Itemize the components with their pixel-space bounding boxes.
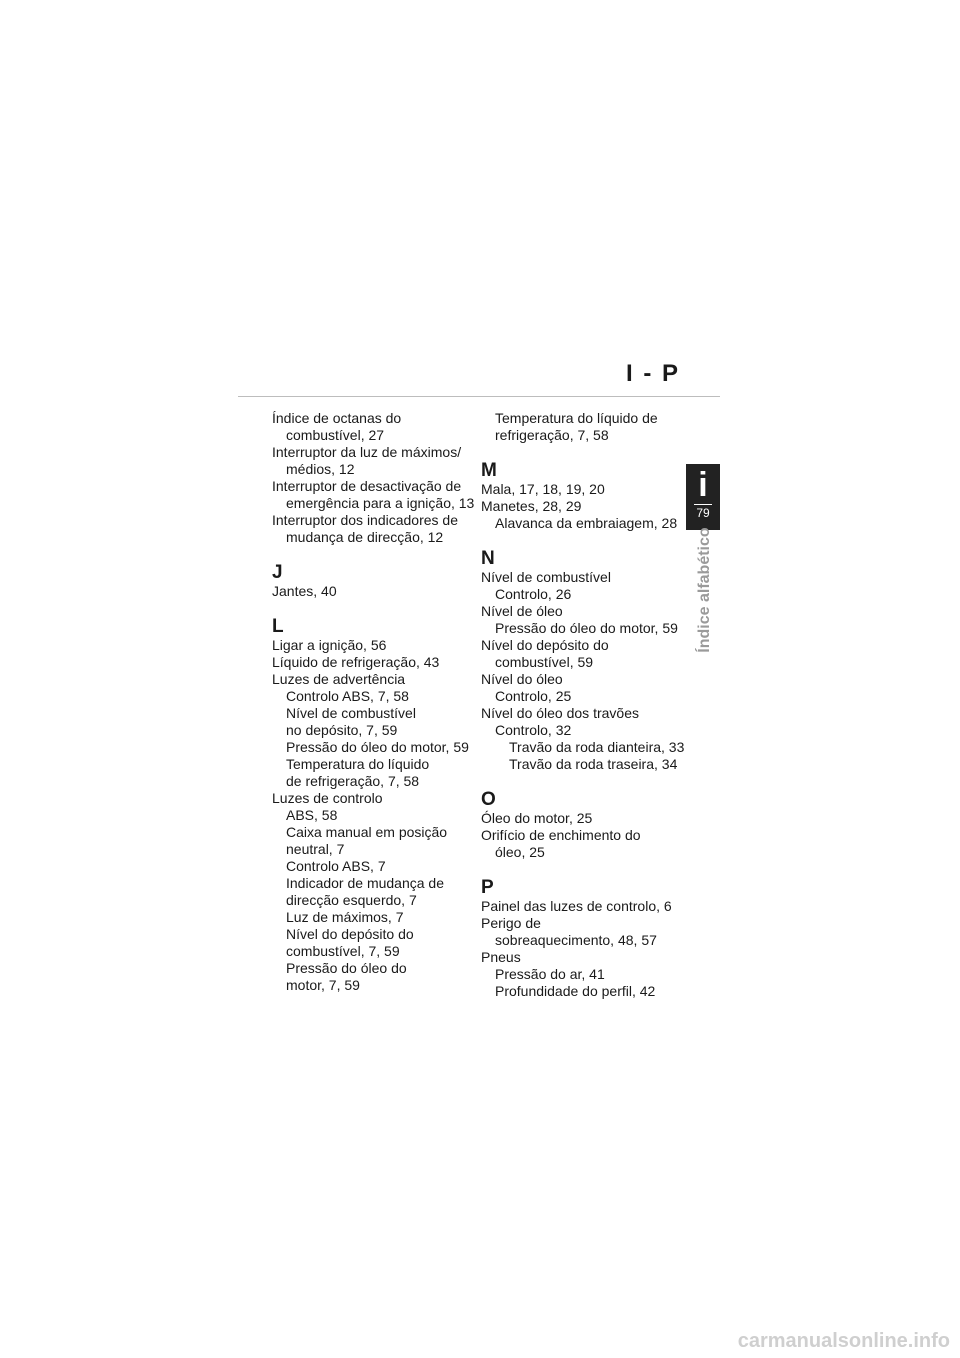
index-entry: Índice de octanas do — [272, 410, 402, 426]
index-subentry: Pressão do óleo do motor, 59 — [286, 739, 469, 755]
index-subentry: combustível, 59 — [495, 654, 594, 670]
index-subentry: motor, 7, 59 — [286, 977, 360, 993]
index-entry: Nível do óleo dos travões — [481, 705, 639, 721]
index-entry: Orifício de enchimento do — [481, 827, 641, 843]
index-letter-heading: M — [481, 460, 497, 481]
index-letter-heading: N — [481, 548, 495, 569]
index-subentry: neutral, 7 — [286, 841, 345, 857]
section-vertical-label: Índice alfabético — [696, 527, 713, 653]
index-subentry: Nível de combustível — [286, 705, 416, 721]
index-subentry: Profundidade do perfil, 42 — [495, 983, 656, 999]
index-subentry: combustível, 27 — [286, 427, 385, 443]
page-number: 79 — [696, 506, 710, 520]
index-subentry: Controlo ABS, 7 — [286, 858, 386, 874]
index-subentry: direcção esquerdo, 7 — [286, 892, 417, 908]
index-entry: Nível de óleo — [481, 603, 563, 619]
index-letter-heading: L — [272, 616, 284, 637]
index-subentry: Pressão do ar, 41 — [495, 966, 605, 982]
index-subentry: de refrigeração, 7, 58 — [286, 773, 420, 789]
index-subentry: no depósito, 7, 59 — [286, 722, 398, 738]
index-entry: Óleo do motor, 25 — [481, 810, 593, 826]
index-subentry: Controlo, 25 — [495, 688, 572, 704]
index-subentry: Nível do depósito do — [286, 926, 414, 942]
index-subentry: Controlo, 26 — [495, 586, 572, 602]
index-entry: Luzes de controlo — [272, 790, 383, 806]
index-entry: Nível de combustível — [481, 569, 611, 585]
index-subentry: Caixa manual em posição — [286, 824, 448, 840]
index-column-right — [481, 410, 686, 1000]
index-entry: Painel das luzes de controlo, 6 — [481, 898, 672, 914]
index-entry: Perigo de — [481, 915, 541, 931]
index-entry: Jantes, 40 — [272, 583, 337, 599]
index-entry: Interruptor de desactivação de — [272, 478, 462, 494]
index-subentry: óleo, 25 — [495, 844, 545, 860]
index-subentry: Pressão do óleo do motor, 59 — [495, 620, 678, 636]
header-divider — [238, 396, 720, 397]
index-subentry: refrigeração, 7, 58 — [495, 427, 609, 443]
index-entry: Mala, 17, 18, 19, 20 — [481, 481, 605, 497]
index-subentry: Alavanca da embraiagem, 28 — [495, 515, 678, 531]
index-entry: Ligar a ignição, 56 — [272, 637, 387, 653]
index-subentry: ABS, 58 — [286, 807, 338, 823]
index-entry: Manetes, 28, 29 — [481, 498, 582, 514]
page-header-title: I - P — [625, 360, 680, 387]
index-subentry: Controlo ABS, 7, 58 — [286, 688, 409, 704]
index-entry: Nível do óleo — [481, 671, 563, 687]
index-subentry: Temperatura do líquido de — [495, 410, 658, 426]
index-column-left — [272, 410, 477, 994]
index-subentry: Travão da roda dianteira, 33 — [509, 739, 685, 755]
section-tab-letter: i — [698, 466, 708, 504]
index-subentry: mudança de direcção, 12 — [286, 529, 444, 545]
index-entry: Líquido de refrigeração, 43 — [272, 654, 440, 670]
index-subentry: Temperatura do líquido — [286, 756, 430, 772]
index-subentry: sobreaquecimento, 48, 57 — [495, 932, 657, 948]
index-subentry: combustível, 7, 59 — [286, 943, 400, 959]
index-subentry: Indicador de mudança de — [286, 875, 444, 891]
index-entry: Interruptor da luz de máximos/ — [272, 444, 462, 460]
index-letter-heading: O — [481, 789, 496, 810]
index-letter-heading: J — [272, 562, 283, 583]
index-subentry: Luz de máximos, 7 — [286, 909, 404, 925]
index-entry: Nível do depósito do — [481, 637, 609, 653]
index-letter-heading: P — [481, 877, 494, 898]
index-entry: Interruptor dos indicadores de — [272, 512, 458, 528]
index-subentry: médios, 12 — [286, 461, 355, 477]
index-subentry: emergência para a ignição, 13 — [286, 495, 475, 511]
index-subentry: Pressão do óleo do — [286, 960, 407, 976]
watermark: carmanualsonline.info — [737, 1330, 950, 1352]
index-entry: Pneus — [481, 949, 521, 965]
index-subentry: Controlo, 32 — [495, 722, 572, 738]
index-entry: Luzes de advertência — [272, 671, 406, 687]
index-subentry: Travão da roda traseira, 34 — [509, 756, 678, 772]
